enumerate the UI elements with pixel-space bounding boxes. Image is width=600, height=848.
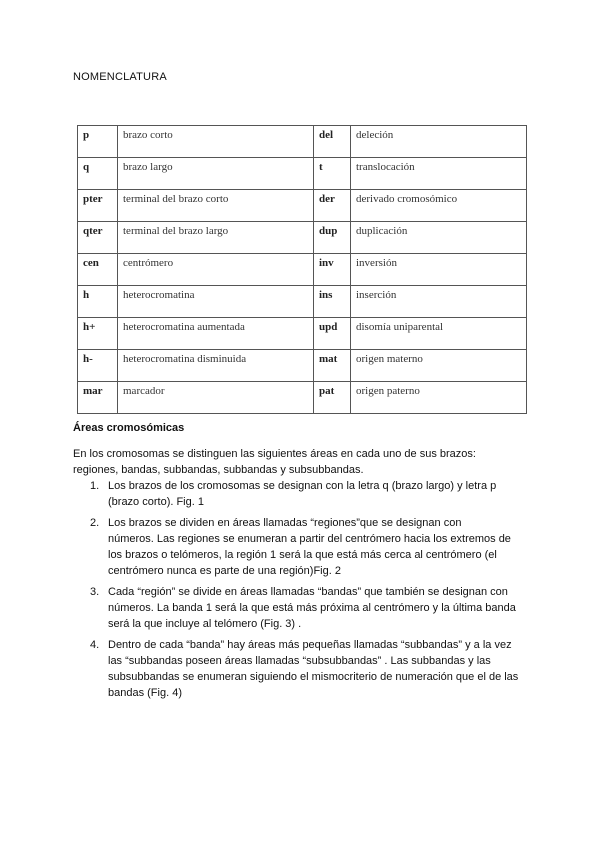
meaning-cell: centrómero <box>118 254 314 286</box>
abbreviation-cell: h <box>78 286 118 318</box>
abbreviation-cell: inv <box>314 254 351 286</box>
abbreviation-cell: p <box>78 126 118 158</box>
abbreviation-cell: upd <box>314 318 351 350</box>
list-item-line: Los brazos de los cromosomas se designan con la letra q (brazo largo) y letra p <box>108 480 497 492</box>
abbreviation-cell: h- <box>78 350 118 382</box>
intro-line: regiones, bandas, subbandas, subbandas y subsubbandas. <box>73 464 364 476</box>
meaning-cell: disomía uniparental <box>351 318 527 350</box>
list-number: 2. <box>90 517 100 529</box>
list-item-line: los brazos o telómeros, la región 1 será la que está más cerca al centrómero (el <box>108 549 497 561</box>
meaning-cell: terminal del brazo corto <box>118 190 314 222</box>
abbreviation-cell: q <box>78 158 118 190</box>
list-number: 3. <box>90 586 100 598</box>
list-item <box>73 584 543 632</box>
nomenclature-table <box>77 125 527 414</box>
meaning-cell: brazo corto <box>118 126 314 158</box>
intro-paragraph <box>73 446 543 478</box>
list-item-line: Los brazos se dividen en áreas llamadas “regiones”que se designan con <box>108 517 462 529</box>
table-row <box>78 190 527 222</box>
meaning-cell: translocación <box>351 158 527 190</box>
list-item-line: números. Las regiones se enumeran a partir del centrómero hacia los extremos de <box>108 533 511 545</box>
list-item <box>73 637 543 701</box>
meaning-cell: inversión <box>351 254 527 286</box>
abbreviation-cell: t <box>314 158 351 190</box>
meaning-cell: heterocromatina <box>118 286 314 318</box>
table-row <box>78 382 527 414</box>
table-row <box>78 222 527 254</box>
table-row <box>78 286 527 318</box>
meaning-cell: deleción <box>351 126 527 158</box>
list-item-line: centrómero nunca es parte de una región)Fig. 2 <box>108 565 341 577</box>
abbreviation-cell: dup <box>314 222 351 254</box>
meaning-cell: heterocromatina disminuida <box>118 350 314 382</box>
abbreviation-cell: der <box>314 190 351 222</box>
abbreviation-cell: del <box>314 126 351 158</box>
meaning-cell: origen paterno <box>351 382 527 414</box>
abbreviation-cell: pat <box>314 382 351 414</box>
abbreviation-cell: pter <box>78 190 118 222</box>
abbreviation-cell: ins <box>314 286 351 318</box>
list-item-line: las “subbandas poseen áreas llamadas “subsubbandas” . Las subbandas y las <box>108 655 491 667</box>
abbreviation-cell: mar <box>78 382 118 414</box>
list-item-line: Cada “región” se divide en áreas llamadas “bandas” que también se designan con <box>108 586 508 598</box>
meaning-cell: marcador <box>118 382 314 414</box>
section-heading: Áreas cromosómicas <box>73 422 185 434</box>
meaning-cell: inserción <box>351 286 527 318</box>
abbreviation-cell: cen <box>78 254 118 286</box>
meaning-cell: heterocromatina aumentada <box>118 318 314 350</box>
meaning-cell: origen materno <box>351 350 527 382</box>
meaning-cell: derivado cromosómico <box>351 190 527 222</box>
abbreviation-cell: mat <box>314 350 351 382</box>
intro-line: En los cromosomas se distinguen las siguientes áreas en cada uno de sus brazos: <box>73 448 476 460</box>
list-item-line: números. La banda 1 será la que está más próxima al centrómero y la última banda <box>108 602 516 614</box>
table-row <box>78 254 527 286</box>
abbreviation-cell: h+ <box>78 318 118 350</box>
list-number: 1. <box>90 480 100 492</box>
table-row <box>78 158 527 190</box>
list-item-line: subsubbandas se enumeran siguiendo el mismocriterio de numeración que el de las <box>108 671 519 683</box>
abbreviation-cell: qter <box>78 222 118 254</box>
meaning-cell: duplicación <box>351 222 527 254</box>
table-row <box>78 350 527 382</box>
page-title: NOMENCLATURA <box>73 71 167 83</box>
list-number: 4. <box>90 639 100 651</box>
table-row <box>78 318 527 350</box>
list-item-line: (brazo corto). Fig. 1 <box>108 496 204 508</box>
table-row <box>78 126 527 158</box>
list-item-line: Dentro de cada “banda” hay áreas más pequeñas llamadas “subbandas” y a la vez <box>108 639 512 651</box>
meaning-cell: brazo largo <box>118 158 314 190</box>
list-item-line: será la que incluye al telómero (Fig. 3) . <box>108 618 302 630</box>
list-item-line: bandas (Fig. 4) <box>108 687 182 699</box>
list-item <box>73 515 543 579</box>
meaning-cell: terminal del brazo largo <box>118 222 314 254</box>
list-item <box>73 478 543 510</box>
numbered-list <box>73 478 543 706</box>
